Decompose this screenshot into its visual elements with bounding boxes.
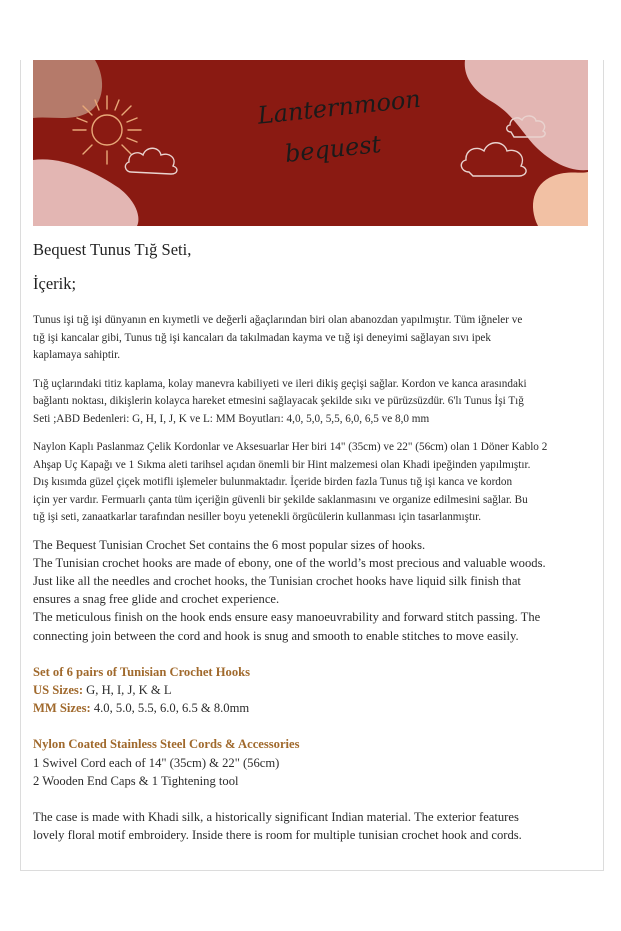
cords-line-1: 1 Swivel Cord each of 14" (35cm) & 22" (56cm) [33, 755, 280, 770]
hooks-section [33, 663, 591, 718]
description-content [33, 232, 591, 844]
mm-sizes-label: MM Sizes: [33, 701, 91, 716]
cords-line-2: 2 Wooden End Caps & 1 Tightening tool [33, 773, 239, 788]
en-paragraph-1: The Bequest Tunisian Crochet Set contains the 6 most popular sizes of hooks. The Tunisian crochet hooks are made of ebony, one of the world’s most precious and valuable woods. Just like all the needles and crochet hooks, the Tunisian crochet hooks have liquid silk finish that ensures a snag free glide and crochet experience. The meticulous finish on the hook ends ensure easy manoeuvrability and forward stitch passing. The connecting join between the cord and hook is snug and smooth to enable stitches to move easily. [33, 537, 546, 643]
banner-artwork [33, 60, 588, 226]
logo-line-1: Lanternmoon [256, 84, 422, 130]
mm-sizes-value: 4.0, 5.0, 5.5, 6.0, 6.5 & 8.0mm [90, 701, 250, 716]
en-paragraph-2: The case is made with Khadi silk, a historically significant Indian material. The exterior features lovely floral motif embroidery. Inside there is room for multiple tunisian crochet hook and cords. [33, 809, 522, 843]
cords-section [33, 735, 591, 790]
brand-banner [33, 60, 588, 226]
logo-line-2: bequest [283, 129, 383, 168]
us-sizes-value: G, H, I, J, K & L [83, 682, 172, 697]
cords-heading: Nylon Coated Stainless Steel Cords & Accessories [33, 737, 300, 752]
tr-paragraph-1: Tunus işi tığ işi dünyanın en kıymetli ve değerli ağaçlarından biri olan abanozdan yapılmıştır. Tüm iğneler ve tığ işi kancalar gibi, Tunus tığ işi kancaları da takılmadan kayma ve tığ işi deneyimi sağlayan sıvı ipek kaplamaya sahiptir. [33, 314, 523, 361]
contents-heading: İçerik; [33, 274, 77, 293]
tr-paragraph-2: Tığ uçlarındaki titiz kaplama, kolay manevra kabiliyeti ve ileri dikiş geçişi sağlar. Kordon ve kanca arasındaki bağlantı noktası, dikişlerin kolayca hareket etmesini sağlayacak şekilde sıkı ve pürüzsüzdür. 6'lı Tunus İşi Tığ Seti ;ABD Bedenleri: G, H, I, J, K ve L: MM Boyutları: 4,0, 5,0, 5,5, 6,0, 6,5 ve 8,0 mm [33, 377, 527, 425]
tr-paragraph-3: Naylon Kaplı Paslanmaz Çelik Kordonlar ve Aksesuarlar Her biri 14" (35cm) ve 22" (56cm) olan 1 Döner Kablo 2 Ahşap Uç Kapağı ve 1 Sıkma aleti tarihsel açıdan önemli bir Hint malzemesi olan Khadi ipeğinden yapılmıştır. Dış kısımda güzel çiçek motifli işlemeler bulunmaktadır. İçeride birden fazla Tunus tığ işi kanca ve kordon için yer vardır. Fermuarlı çanta tüm içeriğin güvenli bir şekilde saklanmasını ve organize edilmesini sağlar. Bu tığ işi seti, zanaatkarlar tarafından nesiller boyu yetenekli örgücülerin kullanması için tasarlanmıştır. [33, 441, 548, 523]
product-title: Bequest Tunus Tığ Seti, [33, 240, 192, 259]
hooks-heading: Set of 6 pairs of Tunisian Crochet Hooks [33, 664, 251, 679]
blob-top-left [33, 60, 102, 118]
us-sizes-label: US Sizes: [33, 682, 84, 697]
